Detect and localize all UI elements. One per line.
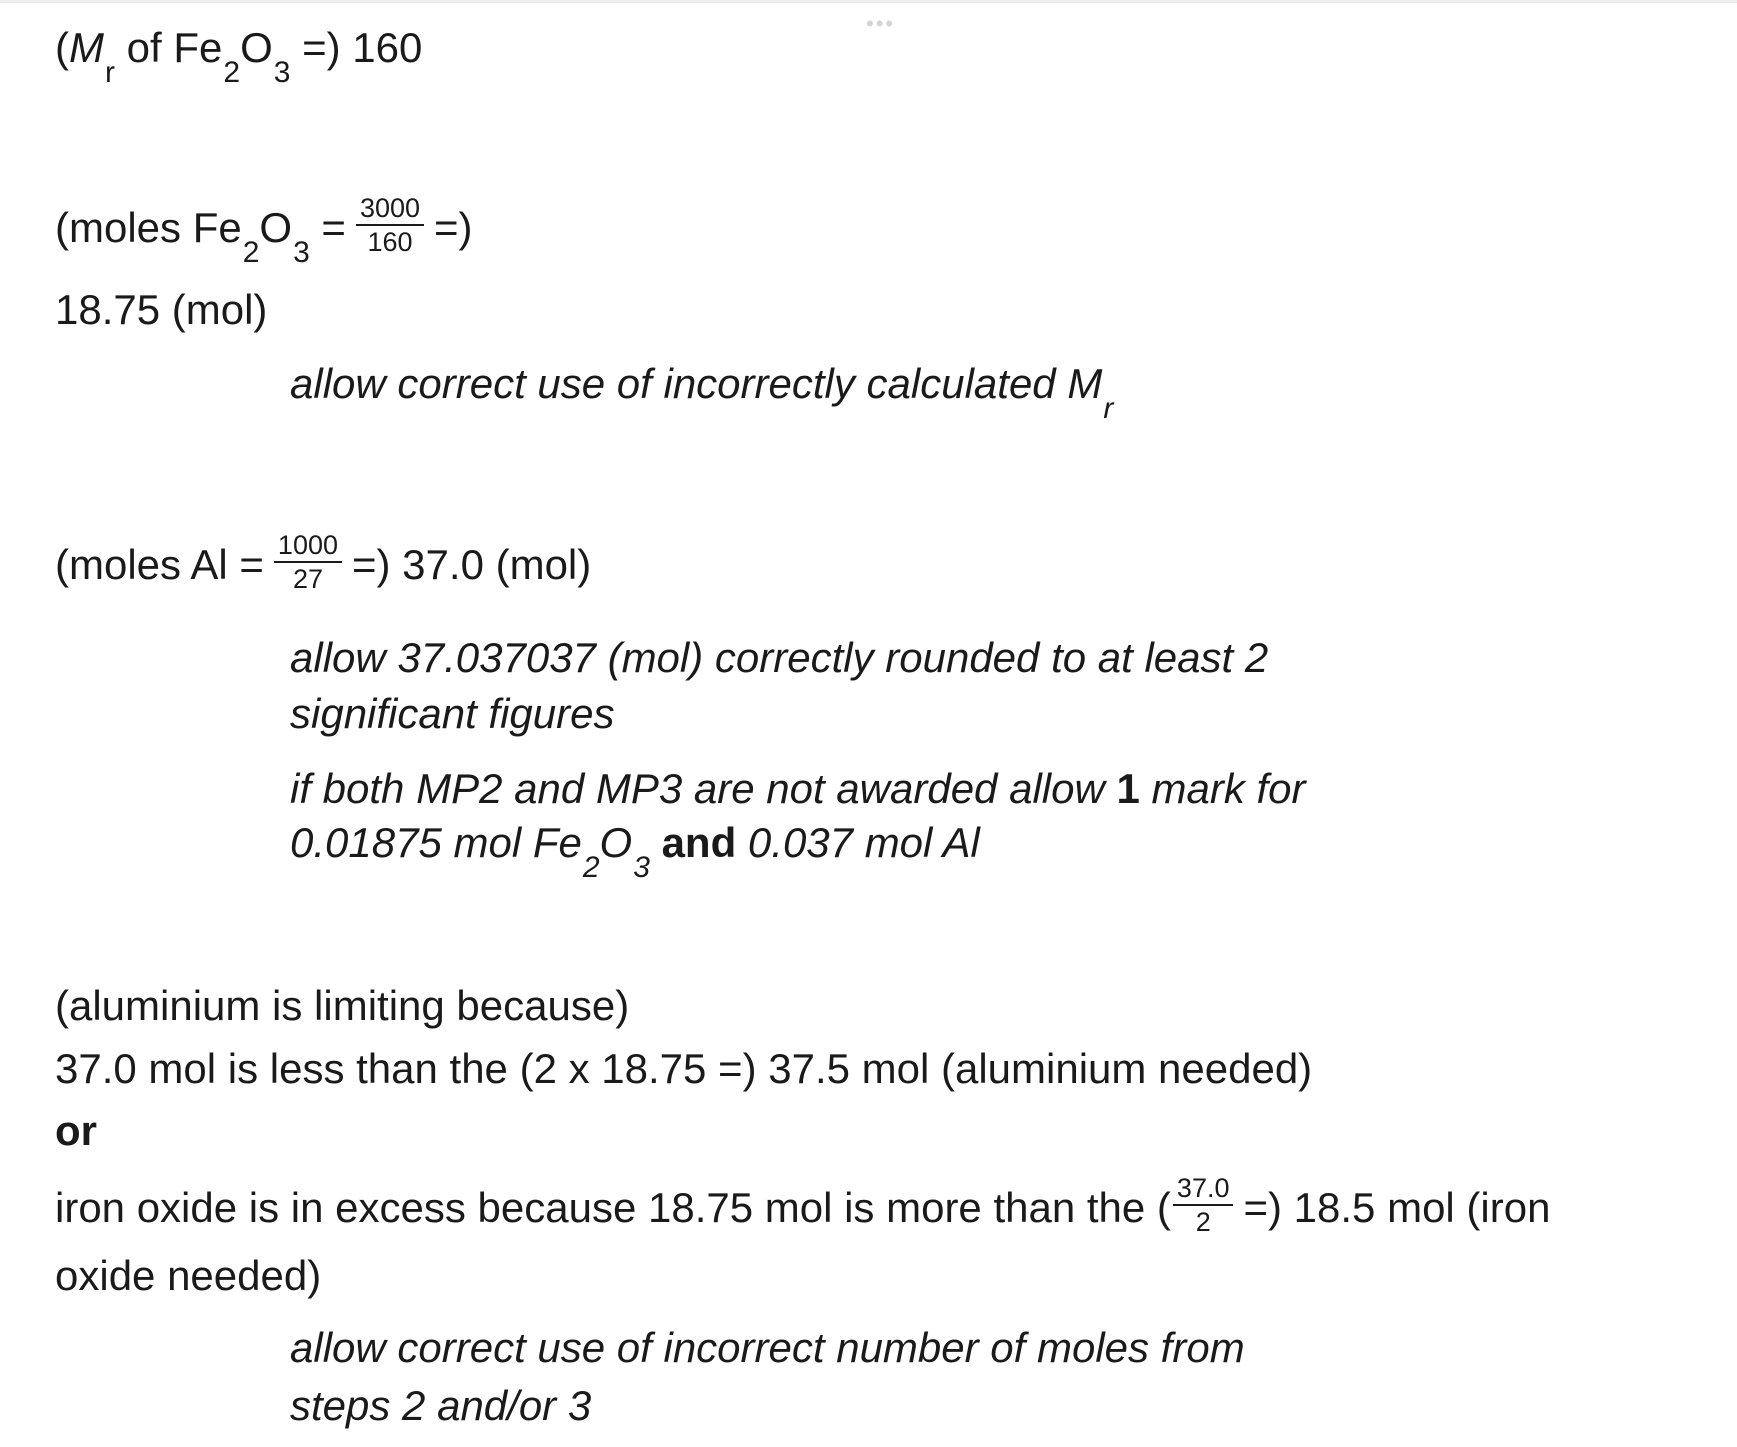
note-rounding-line1: allow 37.037037 (mol) correctly rounded to at least 2	[290, 634, 1269, 681]
note-mp-line1: if both MP2 and MP3 are not awarded allow 1 mark for	[290, 765, 1306, 812]
drag-handle-icon: •••	[866, 11, 896, 36]
note-incorrect-mr: allow correct use of incorrectly calculated $M_r$	[290, 360, 1114, 425]
moles-fe2o3-result: 18.75 (mol)	[55, 286, 268, 333]
note-incorrect-moles-line2: steps 2 and/or 3	[290, 1382, 592, 1429]
fraction: $\frac{3000}{160}$	[356, 192, 424, 258]
limiting-heading: (aluminium is limiting because)	[55, 982, 630, 1029]
moles-fe2o3-line: (moles $Fe_2O_3$ = $\frac{3000}{160}$ =)	[55, 193, 473, 270]
fraction: $\frac{37.0}{2}$	[1173, 1172, 1234, 1238]
note-mp-line2: 0.01875 mol $Fe_2O_3$ and 0.037 mol Al	[290, 819, 980, 884]
excess-explanation-cont: oxide needed)	[55, 1252, 322, 1299]
fraction: $\frac{1000}{27}$	[274, 529, 342, 595]
mr-line: ($M_r$ of $Fe_2O_3$ =) 160	[55, 24, 423, 89]
note-rounding-line2: significant figures	[290, 690, 615, 737]
or-label: or	[55, 1107, 97, 1154]
excess-explanation: iron oxide is in excess because 18.75 mol is more than the ( $\frac{37.0}{2}$ =) 18.5 mol (iron	[55, 1173, 1551, 1237]
note-incorrect-moles-line1: allow correct use of incorrect number of moles from	[290, 1324, 1245, 1371]
moles-al-line: (moles Al = $\frac{1000}{27}$ =) 37.0 (mol)	[55, 530, 592, 594]
limiting-explanation: 37.0 mol is less than the (2 x 18.75 =) 37.5 mol (aluminium needed)	[55, 1045, 1313, 1092]
top-border	[0, 0, 1737, 3]
